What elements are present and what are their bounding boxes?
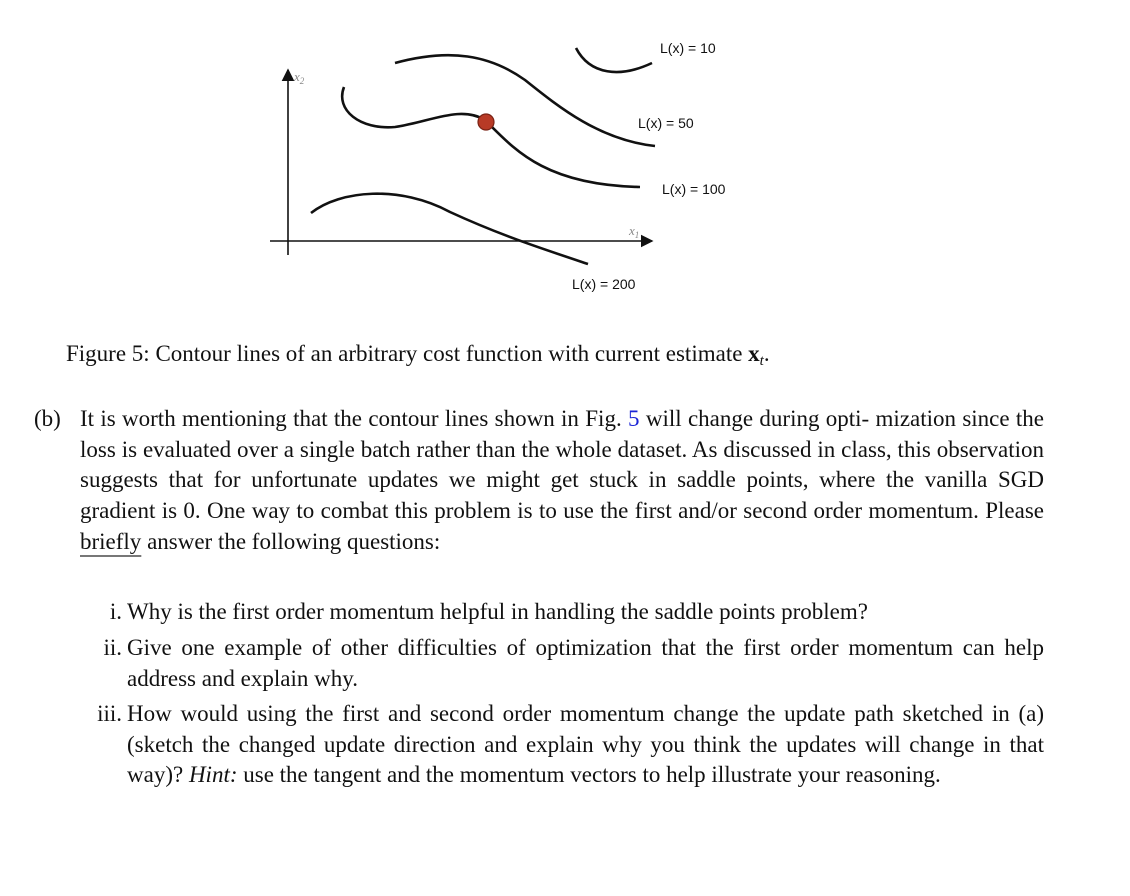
figure-reference-link[interactable]: 5 <box>628 406 640 431</box>
question-text: Why is the first order momentum helpful in handling the saddle points problem? <box>127 599 868 624</box>
question-number: iii. <box>97 701 122 726</box>
question-number: ii. <box>103 635 122 660</box>
part-b-text-2: will change during opti- mization since the loss is evaluated over a single batch rather than the whole dataset. As discussed in class, this observation suggests that for unfortunate updates we might get stuck in saddle points, where the vanilla SGD gradient is 0. One way to combat this problem is to use the first and/or second order momentum. Please <box>80 406 1045 524</box>
current-estimate-point <box>478 114 494 130</box>
contour-line-100 <box>342 87 640 187</box>
contour-line-50 <box>395 55 655 146</box>
part-b-text <box>80 404 1044 558</box>
emphasis-briefly: briefly <box>80 528 142 554</box>
caption-variable: x <box>748 341 760 366</box>
question-iii <box>70 699 1044 791</box>
question-text-iii <box>127 699 1044 791</box>
question-text: Give one example of other difficulties of optimization that the first order momentum can help address and explain why. <box>127 635 1044 691</box>
part-b-label: (b) <box>34 406 61 431</box>
contour-label-10: L(x) = 10 <box>660 40 716 56</box>
contour-label-200: L(x) = 200 <box>572 276 636 292</box>
figure-caption <box>66 338 770 377</box>
x2-axis-label: $x_2$ <box>294 69 305 86</box>
hint-text: use the tangent and the momentum vectors to help illustrate your reasoning. <box>243 762 941 788</box>
contour-label-50: L(x) = 50 <box>638 115 694 131</box>
question-text: How would using the first and second order momentum change the update path sketched in (a) (sketch the changed update direction and explain why you think the updates will change in that way)? <box>127 701 1044 788</box>
question-number: i. <box>109 599 122 624</box>
question-i <box>70 597 1044 628</box>
part-b-text-3: answer the following questions: <box>147 528 441 554</box>
hint-label: Hint: <box>188 762 238 788</box>
part-b <box>34 404 1044 558</box>
contour-figure <box>0 0 1130 330</box>
question-ii <box>70 633 1044 694</box>
contour-line-200 <box>311 194 588 264</box>
contour-label-100: L(x) = 100 <box>662 181 726 197</box>
caption-subscript: t <box>759 353 764 369</box>
contour-line-10 <box>576 48 652 72</box>
part-b-text-1: It is worth mentioning that the contour lines shown in Fig. <box>80 406 622 431</box>
caption-text: Figure 5: Contour lines of an arbitrary cost function with current estimate <box>66 341 743 366</box>
caption-suffix: . <box>763 341 770 366</box>
x1-axis-label: $x_1$ <box>629 223 640 240</box>
